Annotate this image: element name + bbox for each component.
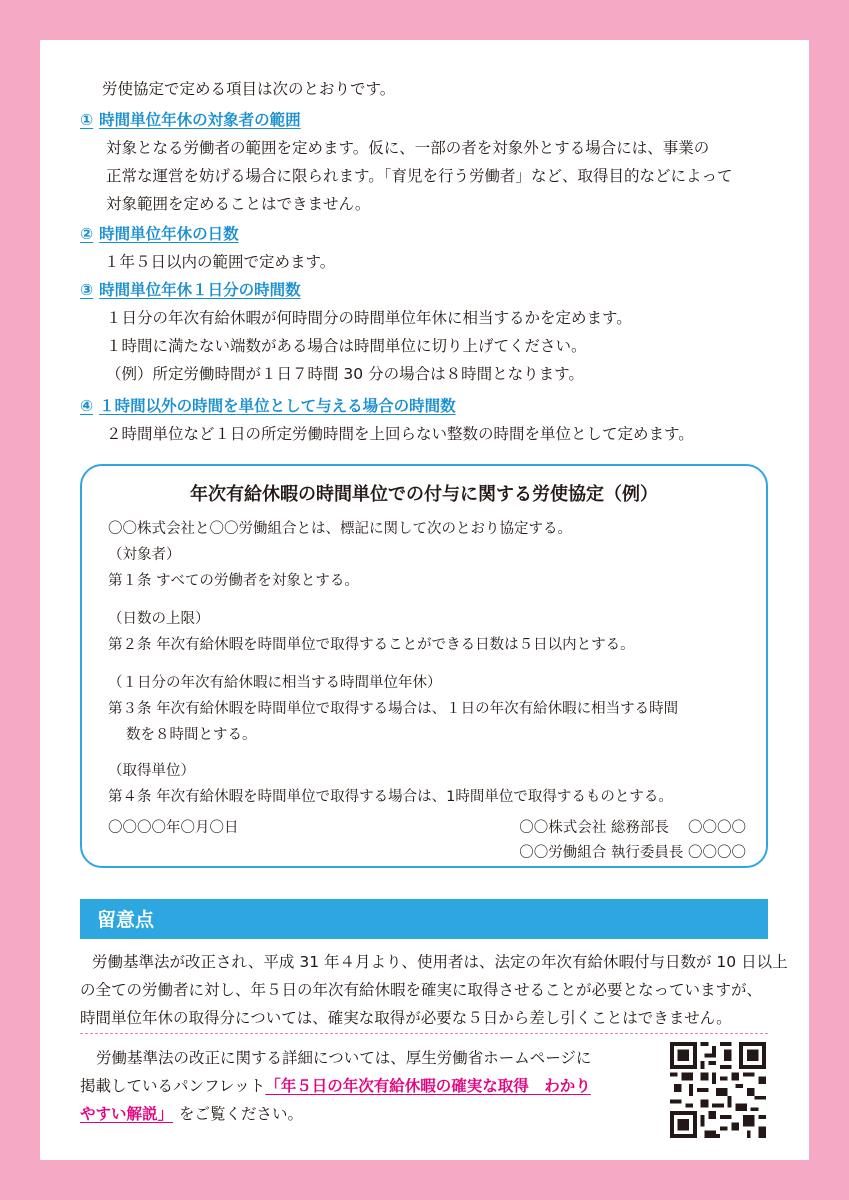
article-1-text: 第１条 すべての労働者を対象とする。	[108, 573, 359, 589]
item-3-line-1: １日分の年次有給休暇が何時間分の時間単位年休に相当するかを定めます。	[106, 309, 632, 327]
article-3-text-1: 第３条 年次有給休暇を時間単位で取得する場合は、１日の年次有給休暇に相当する時間	[108, 701, 679, 717]
pamphlet-link-part-1[interactable]: 「年５日の年次有給休暇の確実な取得 わかり	[265, 1077, 591, 1095]
item-3-line-2: １時間に満たない端数がある場合は時間単位に切り上げてください。	[106, 337, 587, 355]
agreement-preamble: 〇〇株式会社と〇〇労働組合とは、標記に関して次のとおり協定する。	[108, 521, 572, 537]
item-4-title: １時間以外の時間を単位として与える場合の時間数	[99, 397, 456, 415]
notes-title: 留意点	[97, 909, 155, 931]
qr-code-icon[interactable]	[670, 1042, 766, 1138]
item-4-heading	[80, 394, 456, 416]
item-1-title: 時間単位年休の対象者の範囲	[99, 111, 301, 129]
more-info-line-3	[80, 1102, 303, 1124]
dashed-divider	[80, 1033, 768, 1034]
item-3-title: 時間単位年休１日分の時間数	[99, 281, 301, 299]
article-3-heading: （１日分の年次有給休暇に相当する時間単位年休）	[108, 675, 442, 691]
more-info-line-2	[80, 1074, 591, 1096]
item-1-heading	[80, 108, 301, 130]
item-4-number: ④	[80, 397, 94, 415]
item-3-heading	[80, 278, 301, 300]
item-3-line-3: （例）所定労働時間が１日７時間 30 分の場合は８時間となります。	[106, 365, 584, 383]
item-2-number: ②	[80, 225, 94, 243]
article-2-heading: （日数の上限）	[108, 611, 210, 627]
notes-line-1: 労働基準法が改正され、平成 31 年４月より、使用者は、法定の年次有給休暇付与日数が 10 日以上	[92, 953, 788, 971]
more-info-prefix: 掲載しているパンフレット	[80, 1077, 266, 1095]
signatory-union: 〇〇労働組合 執行委員長 〇〇〇〇	[519, 845, 746, 861]
article-1-heading: （対象者）	[108, 547, 181, 563]
notes-line-3: 時間単位年休の取得分については、確実な取得が必要な５日から差し引くことはできません。	[80, 1009, 732, 1027]
more-info-line-1: 労働基準法の改正に関する詳細については、厚生労働省ホームページに	[96, 1049, 592, 1067]
item-2-line-1: １年５日以内の範囲で定めます。	[104, 253, 336, 271]
pamphlet-link-part-2[interactable]: やすい解説」	[80, 1105, 174, 1123]
agreement-example-box	[80, 464, 768, 868]
item-1-line-1: 対象となる労働者の範囲を定めます。仮に、一部の者を対象外とする場合には、事業の	[106, 139, 710, 157]
more-info-suffix: をご覧ください。	[179, 1105, 304, 1123]
document-page	[40, 40, 809, 1160]
item-1-line-2: 正常な運営を妨げる場合に限られます。「育児を行う労働者」など、取得目的などによって	[106, 167, 733, 185]
article-2-text: 第２条 年次有給休暇を時間単位で取得することができる日数は５日以内とする。	[108, 637, 635, 653]
intro-text: 労使協定で定める項目は次のとおりです。	[102, 80, 396, 98]
article-4-text: 第４条 年次有給休暇を時間単位で取得する場合は、1時間単位で取得するものとする。	[108, 789, 673, 805]
agreement-date: 〇〇〇〇年〇月〇日	[108, 820, 239, 836]
item-1-line-3: 対象範囲を定めることはできません。	[106, 195, 371, 213]
agreement-title: 年次有給休暇の時間単位での付与に関する労使協定（例）	[190, 484, 658, 505]
article-4-heading: （取得単位）	[108, 763, 195, 779]
notes-header-bar	[80, 899, 768, 939]
article-3-text-2: 数を８時間とする。	[126, 727, 257, 743]
item-1-number: ①	[80, 111, 94, 129]
item-3-number: ③	[80, 281, 94, 299]
item-2-title: 時間単位年休の日数	[99, 225, 239, 243]
item-2-heading	[80, 222, 239, 244]
notes-line-2: の全ての労働者に対し、年５日の年次有給休暇を確実に取得させることが必要となっていますが、	[80, 981, 763, 999]
signatory-company: 〇〇株式会社 総務部長 〇〇〇〇	[519, 820, 746, 836]
item-4-line-1: ２時間単位など１日の所定労働時間を上回らない整数の時間を単位として定めます。	[106, 425, 694, 443]
